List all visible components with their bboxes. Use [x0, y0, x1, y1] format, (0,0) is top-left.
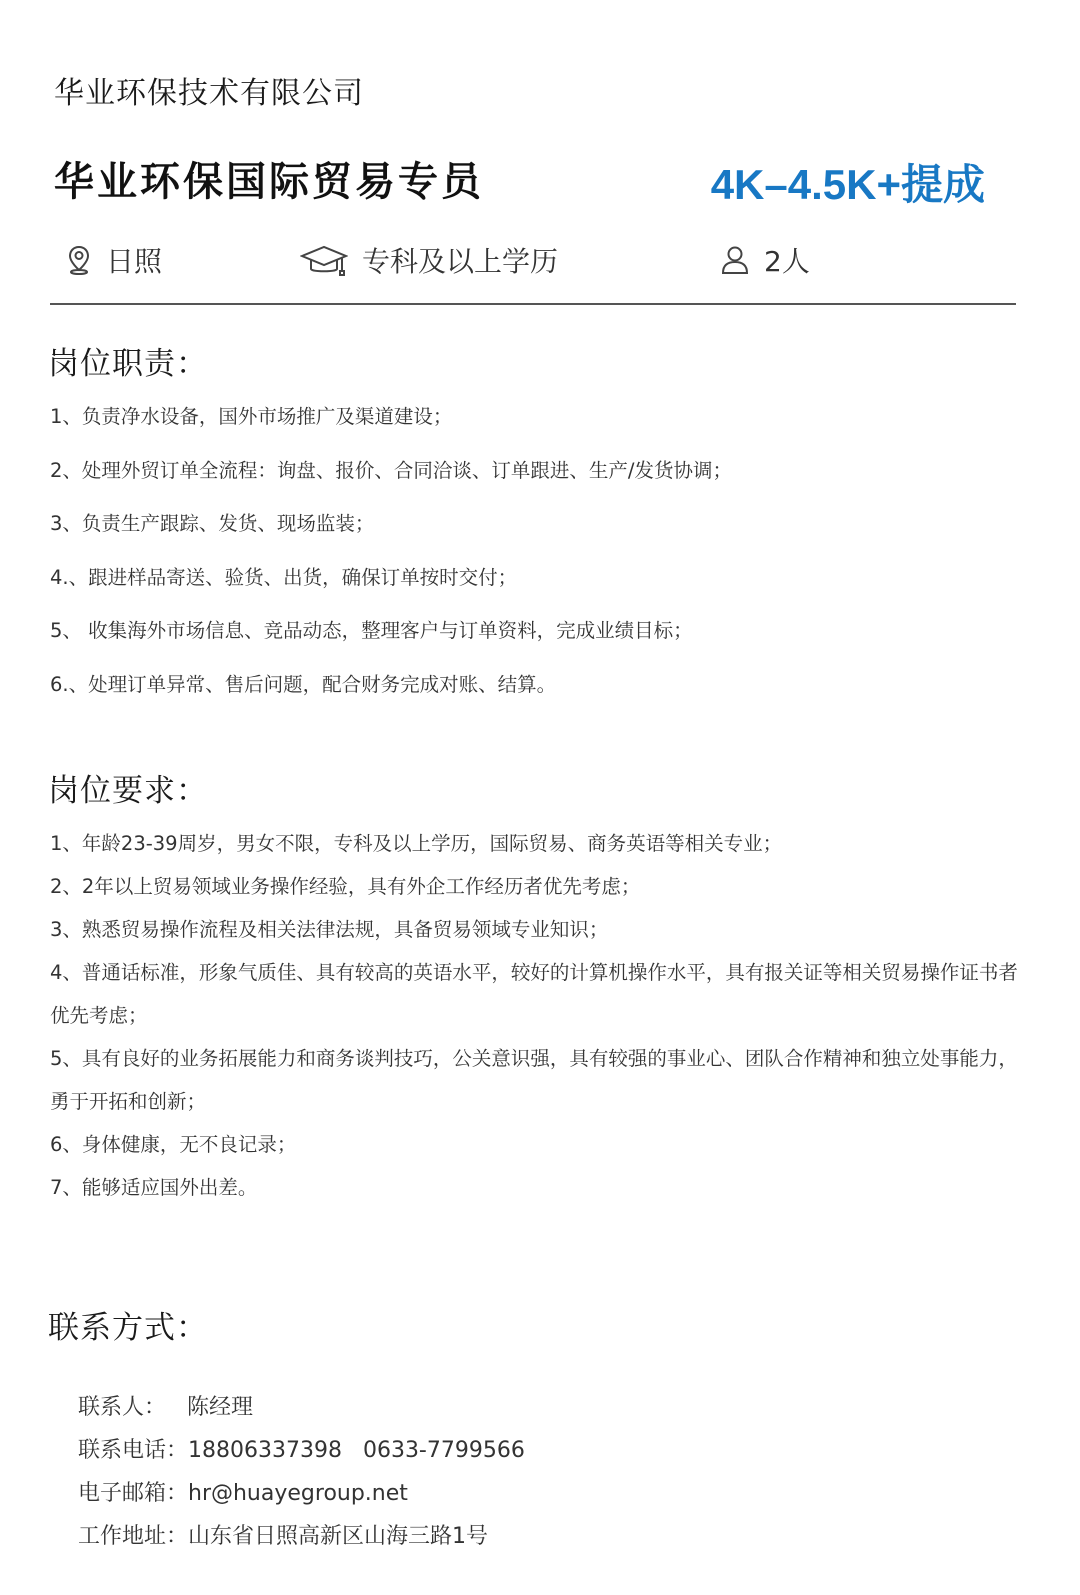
job-title: 华业环保国际贸易专员 [54, 159, 484, 205]
education-label: 专科及以上学历 [362, 245, 559, 278]
contact-email-label: 电子邮箱： [77, 1481, 188, 1506]
meta-headcount [720, 240, 810, 280]
person-icon [720, 245, 750, 275]
requirement-item: 4、普通话标准，形象气质佳、具有较高的英语水平，较好的计算机操作水平，具有报关证等相关贸易操作证书者优先考虑； [50, 961, 1018, 1027]
contact-title: 联系方式： [48, 1310, 208, 1346]
duty-item: 4.、跟进样品寄送、验货、出货，确保订单按时交付； [50, 565, 518, 589]
location-pin-icon [66, 245, 92, 275]
headcount-label: 2人 [764, 245, 810, 278]
contact-address-value: 山东省日照高新区山海三路1号 [188, 1524, 488, 1549]
contact-phone-value[interactable]: 18806337398 0633-7799566 [188, 1438, 525, 1463]
requirement-item: 3、熟悉贸易操作流程及相关法律法规，具备贸易领域专业知识； [50, 918, 609, 941]
graduation-cap-icon [300, 244, 348, 276]
contact-email-value[interactable]: hr@huayegroup.net [188, 1481, 408, 1506]
duty-item: 1、负责净水设备，国外市场推广及渠道建设； [50, 405, 453, 428]
meta-education [300, 240, 558, 280]
job-meta-row [66, 240, 1026, 284]
requirement-item: 2、2年以上贸易领域业务操作经验，具有外企工作经历者优先考虑； [50, 875, 641, 898]
duty-item: 2、处理外贸订单全流程：询盘、报价、合同洽谈、订单跟进、生产/发货协调； [50, 458, 732, 482]
salary: 4K–4.5K+提成 [710, 161, 985, 208]
header-divider [50, 303, 1016, 305]
requirement-item: 5、具有良好的业务拓展能力和商务谈判技巧，公关意识强，具有较强的事业心、团队合作精神和独立处事能力，勇于开拓和创新； [50, 1047, 1018, 1113]
duties-list [50, 402, 1025, 723]
meta-location [66, 240, 162, 280]
location-label: 日照 [106, 245, 163, 278]
duty-item: 5、 收集海外市场信息、竞品动态，整理客户与订单资料，完成业绩目标； [50, 619, 693, 642]
requirements-title: 岗位要求： [48, 773, 208, 809]
duty-item: 3、负责生产跟踪、发货、现场监装； [50, 512, 375, 535]
contact-person-label: 联系人： [77, 1395, 166, 1420]
requirement-item: 7、能够适应国外出差。 [50, 1176, 258, 1199]
contact-phone-label: 联系电话： [77, 1438, 188, 1463]
contact-person-row [50, 1354, 525, 1420]
company-name: 华业环保技术有限公司 [54, 76, 364, 111]
requirements-list [50, 822, 1025, 1209]
contact-address-label: 工作地址： [77, 1524, 188, 1549]
duty-item: 6.、处理订单异常、售后问题，配合财务完成对账、结算。 [50, 672, 557, 696]
contact-block [50, 1354, 525, 1549]
contact-person-value: 陈经理 [186, 1395, 253, 1420]
requirement-item: 1、年龄23-39周岁，男女不限，专科及以上学历，国际贸易、商务英语等相关专业； [50, 832, 783, 855]
requirement-item: 6、身体健康，无不良记录； [50, 1133, 297, 1156]
duties-title: 岗位职责： [48, 346, 208, 382]
